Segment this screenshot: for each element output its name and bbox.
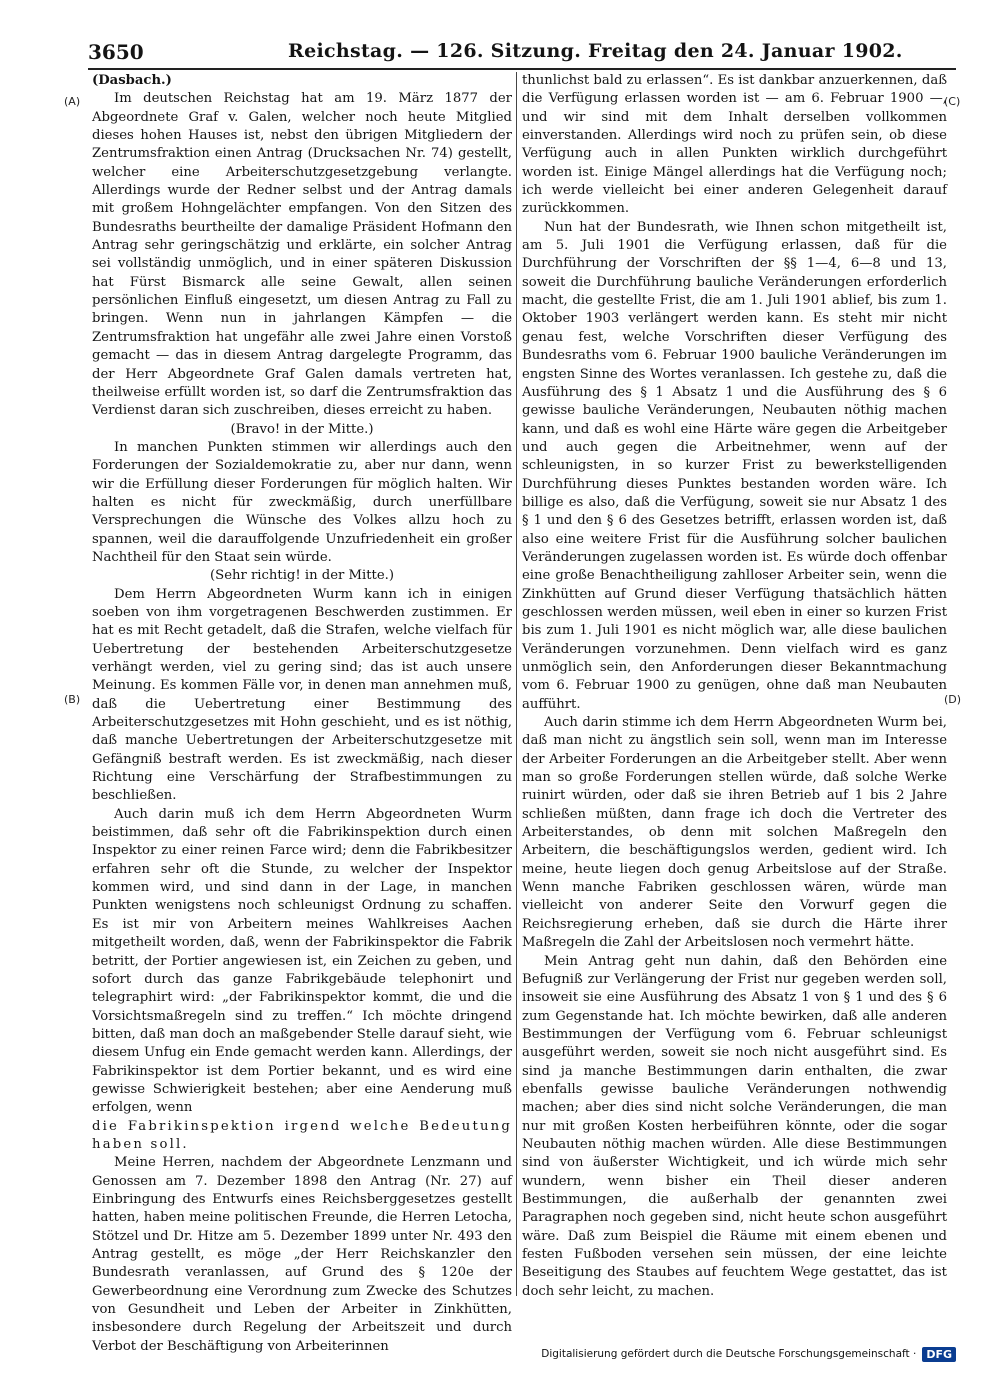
paragraph: Mein Antrag geht nun dahin, daß den Behörden eine Befugniß zur Verlängerung der Frist nur gegeben werden soll, insoweit sie eine Ausführung des Absatz 1 von § 1 und des § 6 zum Gegenstande hat. Ich möchte bewirken, daß alle anderen Bestimmungen der Verfügung vom 6. Februar schleunigst ausgeführt werden, soweit sie noch nicht ausgeführt sind. Es sind ja manche Bestimmungen darin enthalten, die zwar ebenfalls gewisse bauliche Veränderungen nothwendig machen; aber dies sind nicht solche Veränderungen, die man nur mit großen Kosten herbeiführen könnte, oder die sogar Neubauten nöthig machen würden. Alle diese Bestimmungen sind von äußerster Wichtigkeit, und ich würde mich sehr wundern, wenn bisher ein Theil dieser anderen Bestimmungen, die außerhalb der genannten zwei Paragraphen noch gegeben sind, nicht heute schon ausgeführt wäre. Daß zum Beispiel die Räume mit einem ebenen und festen Fußboden versehen sein müssen, der eine leichte Beseitigung des Staubes auf feuchtem Wege gestattet, das ist doch sehr leicht, zu machen. bbox=[522, 953, 947, 1299]
paragraph: In manchen Punkten stimmen wir allerdings auch den Forderungen der Sozialdemokratie zu, aber nur dann, wenn wir die Erfüllung dieser Forderungen für möglich halten. Wir halten es nicht für zweckmäßig, durch unerfüllbare Versprechungen die Wünsche des Volkes allzu hoch zu spannen, weil die darauffolgende Unzufriedenheit ein großer Nachtheil für den Staat sein würde. bbox=[92, 439, 512, 565]
footer-credit bbox=[541, 1344, 956, 1364]
paragraph: Dem Herrn Abgeordneten Wurm kann ich in einigen soeben von ihm vorgetragenen Beschwerden zustimmen. Er hat es mit Recht getadelt, daß die Strafen, welche vielfach für Uebertretung der bestehenden Arbeiterschutzgesetze verhängt werden, viel zu gering sind; das ist auch unsere Meinung. Es kommen Fälle vor, in denen man annehmen muß, daß die Uebertretung einer Bestimmung des Arbeiterschutzgesetzes mit Hohn geschieht, und es ist nöthig, daß manche Uebertretungen der Arbeiterschutzgesetze mit Gefängniß bestraft werden. Es ist zweckmäßig, nach dieser Richtung eine Verschärfung der Strafbestimmungen zu beschließen. bbox=[92, 586, 512, 804]
interjection: (Bravo! in der Mitte.) bbox=[230, 421, 374, 437]
left-column bbox=[92, 72, 512, 1356]
margin-mark-b: (B) bbox=[64, 693, 81, 706]
paragraph: Meine Herren, nachdem der Abgeordnete Lenzmann und Genossen am 7. Dezember 1898 den Antrag (Nr. 27) auf Einbringung des Entwurfs eines Reichsberggesetzes gestellt hatten, haben meine politischen Freunde, die Herren Letocha, Stötzel und Dr. Hitze am 5. Dezember 1899 unter Nr. 493 den Antrag gestellt, es möge „der Herr Reichskanzler den Bundesrath veranlassen, auf Grund des § 120e der Gewerbeordnung eine Verordnung zum Zwecke des Schutzes von Gesundheit und Leben der Arbeiter in Zinkhütten, insbesondere durch Regelung der Arbeitszeit und durch Verbot der Beschäftigung von Arbeiterinnen bbox=[92, 1155, 512, 1354]
right-column bbox=[522, 72, 947, 1301]
paragraph: Auch darin muß ich dem Herrn Abgeordneten Wurm beistimmen, daß sehr oft die Fabrikinspektion durch einen Inspektor zu einer reinen Farce wird; denn die Fabrikbesitzer erfahren sehr oft die Stunde, zu welcher der Inspektor kommen wird, und sind dann in der Lage, in manchen Punkten wenigstens noch schleunigst Ordnung zu schaffen. Es ist mir von Arbeitern meines Wahlkreises Aachen mitgetheilt worden, daß, wenn der Fabrikinspektor die Fabrik betritt, der Portier angewiesen ist, ein Zeichen zu geben, und sofort durch das ganze Fabrikgebäude telephonirt und telegraphirt wird: „der Fabrikinspektor kommt, die und die Vorsichtsmaßregeln sind zu treffen.“ Ich möchte dringend bitten, daß man doch an maßgebender Stelle darauf sieht, wie diesem Unfug ein Ende gemacht werden kann. Allerdings, der Fabrikinspektor ist dem Portier bekannt, und es wird eine gewisse Schwierigkeit bestehen; aber eine Aenderung muß erfolgen, wenn bbox=[92, 806, 512, 1116]
interjection: (Sehr richtig! in der Mitte.) bbox=[210, 568, 394, 584]
running-title: Reichstag. — 126. Sitzung. Freitag den 24. Januar 1902. bbox=[288, 40, 903, 62]
margin-mark-d: (D) bbox=[944, 693, 962, 706]
header-rule bbox=[88, 68, 956, 70]
paragraph: Nun hat der Bundesrath, wie Ihnen schon mitgetheilt ist, am 5. Juli 1901 die Verfügung erlassen, daß für die Durchführung der Vorschriften der §§ 1—4, 6—8 und 13, soweit die Durchführung bauliche Veränderungen erforderlich macht, die gestellte Frist, die am 1. Juli 1901 ablief, bis zum 1. Oktober 1903 verlängert werden kann. Es steht mir nicht genau fest, welche Vorschriften dieser Verfügung des Bundesraths vom 6. Februar 1900 bauliche Veränderungen im engsten Sinne des Wortes veranlassen. Ich gestehe zu, daß die Ausführung des § 1 Absatz 1 und die Ausführung des § 6 gewisse bauliche Veränderungen, Neubauten nöthig machen kann, und daß es wohl eine Härte wäre gegen die Arbeitgeber und auch gegen die Arbeitnehmer, wenn auf der schleunigsten, in so kurzer Frist zu bewerkstelligenden Durchführung dieses Punktes bestanden worden wäre. Ich billige es also, daß die Verfügung, soweit sie nur Absatz 1 des § 1 und den § 6 des Gesetzes betrifft, erlassen worden ist, daß also eine weitere Frist für die Ausführung solcher baulichen Veränderungen zugelassen worden ist. Es würde doch offenbar eine große Benachtheiligung zahlloser Arbeiter sein, wenn die Zinkhütten auf Grund dieser Verfügung thatsächlich hätten geschlossen werden müssen, weil eben in einer so kurzen Frist bis zum 1. Juli 1901 es nicht möglich war, alle diese baulichen Veränderungen vorzunehmen. Denn vielfach wird es ganz unmöglich sein, den Anforderungen dieser Bekanntmachung vom 6. Februar 1900 zu genügen, ohne daß man Neubauten aufführt. bbox=[522, 219, 947, 712]
dfg-logo: DFG bbox=[922, 1347, 956, 1362]
paragraph: Im deutschen Reichstag hat am 19. März 1877 der Abgeordnete Graf v. Galen, welcher noch heute Mitglied dieses hohen Hauses ist, nebst den übrigen Mitgliedern der Zentrumsfraktion einen Antrag (Drucksachen Nr. 74) gestellt, welcher eine Arbeiterschutzgesetzgebung verlangte. Allerdings wurde der Redner selbst und der Antrag damals mit großem Hohngelächter empfangen. Von den Sitzen des Bundesraths beurtheilte der damalige Präsident Hofmann den Antrag sehr geringschätzig und erklärte, ein solcher Antrag sei vollständig unmöglich, und in einer späteren Diskussion hat Fürst Bismarck alle seine Gewalt, allen seinen persönlichen Einfluß eingesetzt, um diesen Antrag zu Fall zu bringen. Wenn nun in jahrlangen Kämpfen — die Zentrumsfraktion hat ungefähr alle zwei Jahre einen Vorstoß gemacht — das in diesem Antrag dargelegte Programm, das der Herr Abgeordnete Graf Galen damals vertreten hat, theilweise erfüllt worden ist, so darf die Zentrumsfraktion das Verdienst daran sich zuschreiben, dieses erreicht zu haben. bbox=[92, 91, 512, 419]
paragraph: thunlichst bald zu erlassen“. Es ist dankbar anzuerkennen, daß die Verfügung erlassen worden ist — am 6. Februar 1900 —, und wir sind mit dem Inhalt derselben vollkommen einverstanden. Allerdings wird noch zu prüfen sein, ob diese Verfügung auch in allen Punkten wirklich durchgeführt worden ist. Einige Mängel allerdings hat die Verfügung noch; ich werde vielleicht bei einer anderen Gelegenheit darauf zurückkommen. bbox=[522, 73, 947, 217]
speaker-name: (Dasbach.) bbox=[92, 73, 172, 88]
page-header bbox=[88, 40, 948, 66]
paragraph: Auch darin stimme ich dem Herrn Abgeordneten Wurm bei, daß man nicht zu ängstlich sein soll, wenn man im Interesse der Arbeiter Forderungen an die Arbeitgeber stellt. Aber wenn man so große Forderungen stellen würde, daß solche Werke ruinirt würden, oder daß sie ihren Betrieb auf 1 bis 2 Jahre schließen müßten, dann frage ich doch die Vertreter des Arbeiterstandes, ob denn mit solchen Maßregeln den Arbeitern, die beschäftigungslos werden, gedient wird. Ich meine, heute liegen doch genug Arbeitslose auf der Straße. Wenn manche Fabriken geschlossen wären, würde man vielleicht von anderer Seite den Vorwurf gegen die Reichsregierung erheben, daß sie durch die Härte ihrer Maßregeln die Zahl der Arbeitslosen noch vermehrt hätte. bbox=[522, 715, 947, 951]
margin-mark-c: (C) bbox=[944, 95, 961, 108]
page-number: 3650 bbox=[88, 40, 144, 64]
column-divider bbox=[516, 72, 517, 1296]
paragraph-emphasis: die Fabrikinspektion irgend welche Bedeutung haben soll. bbox=[92, 1118, 512, 1152]
margin-mark-a: (A) bbox=[64, 95, 81, 108]
footer-text: Digitalisierung gefördert durch die Deutsche Forschungsgemeinschaft · bbox=[541, 1348, 917, 1360]
